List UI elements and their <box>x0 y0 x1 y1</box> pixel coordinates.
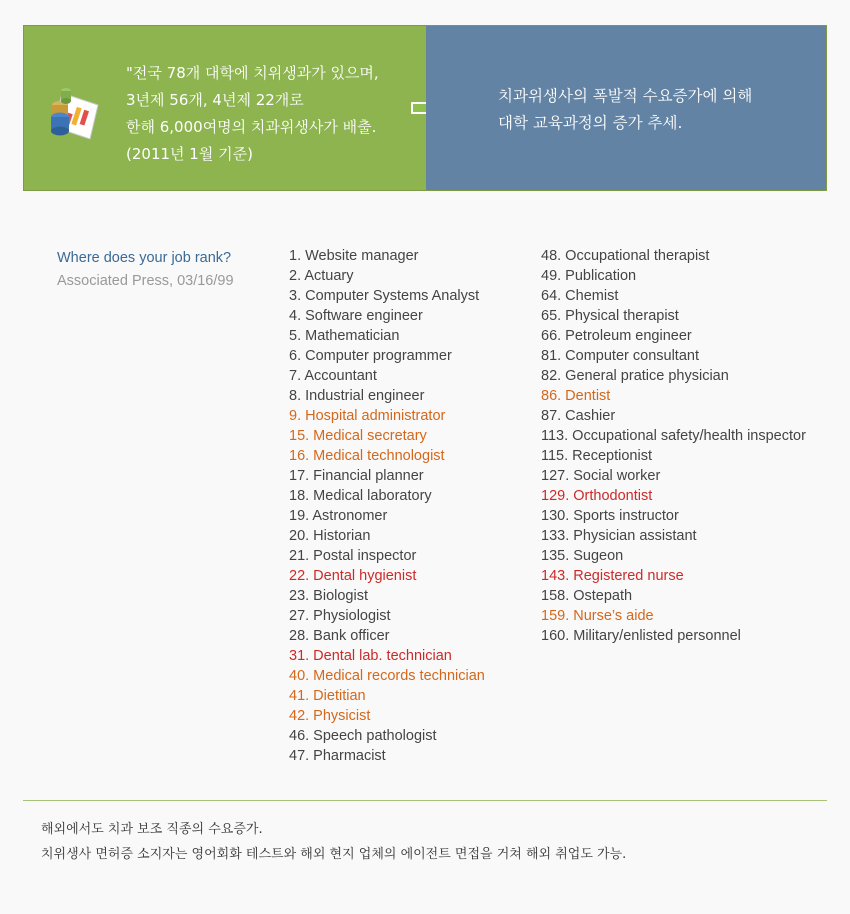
job-rank-item: 129. Orthodontist <box>541 488 653 504</box>
job-rank-item: 9. Hospital administrator <box>289 408 446 424</box>
banner-left-text <box>126 60 379 168</box>
divider <box>23 800 827 801</box>
footer-line: 해외에서도 치과 보조 직종의 수요증가. <box>41 822 263 837</box>
job-rank-item: 8. Industrial engineer <box>289 388 425 404</box>
job-rank-item: 115. Receptionist <box>541 448 652 464</box>
job-rank-item: 64. Chemist <box>541 288 619 304</box>
job-rank-item: 82. General pratice physician <box>541 368 729 384</box>
job-rank-item: 143. Registered nurse <box>541 568 684 584</box>
banner-right-line: 치과위생사의 폭발적 수요증가에 의해 <box>498 87 753 105</box>
job-rank-item: 7. Accountant <box>289 368 377 384</box>
job-rank-item: 15. Medical secretary <box>289 428 427 444</box>
job-rank-item: 41. Dietitian <box>289 688 366 704</box>
job-rank-item: 42. Physicist <box>289 708 371 724</box>
job-rank-item: 22. Dental hygienist <box>289 568 417 584</box>
source-subtitle: Associated Press, 03/16/99 <box>57 273 234 289</box>
job-rank-item: 160. Military/enlisted personnel <box>541 628 741 644</box>
job-rank-item: 130. Sports instructor <box>541 508 679 524</box>
job-rank-item: 158. Ostepath <box>541 588 633 604</box>
job-rank-item: 49. Publication <box>541 268 637 284</box>
banner-right-text <box>498 83 752 137</box>
job-rank-item: 65. Physical therapist <box>541 308 679 324</box>
banner-left-line: 한해 6,000여명의 치과위생사가 배출. <box>126 118 377 136</box>
footer-note <box>41 817 626 867</box>
job-rank-item: 86. Dentist <box>541 388 611 404</box>
job-rank-item: 47. Pharmacist <box>289 748 386 764</box>
source-title: Where does your job rank? <box>57 250 232 266</box>
job-rank-item: 31. Dental lab. technician <box>289 648 452 664</box>
info-banner <box>23 25 827 191</box>
report-chart-icon <box>46 79 112 145</box>
job-rank-item: 159. Nurse’s aide <box>541 608 654 624</box>
job-rank-item: 3. Computer Systems Analyst <box>289 288 480 304</box>
job-rank-item: 81. Computer consultant <box>541 348 699 364</box>
job-rank-item: 16. Medical technologist <box>289 448 445 464</box>
job-rank-item: 135. Sugeon <box>541 548 624 564</box>
job-rank-item: 40. Medical records technician <box>289 668 485 684</box>
job-rank-item: 46. Speech pathologist <box>289 728 437 744</box>
job-rank-item: 27. Physiologist <box>289 608 391 624</box>
job-rank-list-left <box>289 246 485 766</box>
job-rank-item: 2. Actuary <box>289 268 354 284</box>
job-rank-item: 113. Occupational safety/health inspector <box>541 428 806 444</box>
job-rank-item: 127. Social worker <box>541 468 661 484</box>
job-rank-item: 1. Website manager <box>289 248 419 264</box>
job-rank-item: 6. Computer programmer <box>289 348 452 364</box>
job-rank-item: 21. Postal inspector <box>289 548 417 564</box>
job-rank-item: 19. Astronomer <box>289 508 388 524</box>
banner-right-line: 대학 교육과정의 증가 추세. <box>498 114 683 132</box>
job-rank-item: 48. Occupational therapist <box>541 248 710 264</box>
job-rank-item: 133. Physician assistant <box>541 528 697 544</box>
job-rank-item: 23. Biologist <box>289 588 368 604</box>
banner-left-line: 3년제 56개, 4년제 22개로 <box>126 91 304 109</box>
banner-left-line: (2011년 1월 기준) <box>126 145 253 163</box>
job-rank-item: 20. Historian <box>289 528 371 544</box>
job-rank-item: 18. Medical laboratory <box>289 488 432 504</box>
job-rank-item: 87. Cashier <box>541 408 616 424</box>
banner-left-panel <box>24 26 426 190</box>
job-rank-item: 5. Mathematician <box>289 328 400 344</box>
job-rank-item: 66. Petroleum engineer <box>541 328 692 344</box>
banner-right-panel <box>426 26 826 190</box>
footer-line: 치위생사 면허증 소지자는 영어회화 테스트와 해외 현지 업체의 에이전트 면접을 거쳐 해외 취업도 가능. <box>41 847 627 862</box>
job-rank-list-right <box>541 246 806 646</box>
job-rank-item: 4. Software engineer <box>289 308 423 324</box>
banner-left-line: "전국 78개 대학에 치위생과가 있으며, <box>126 64 379 82</box>
job-rank-item: 17. Financial planner <box>289 468 424 484</box>
job-rank-item: 28. Bank officer <box>289 628 390 644</box>
